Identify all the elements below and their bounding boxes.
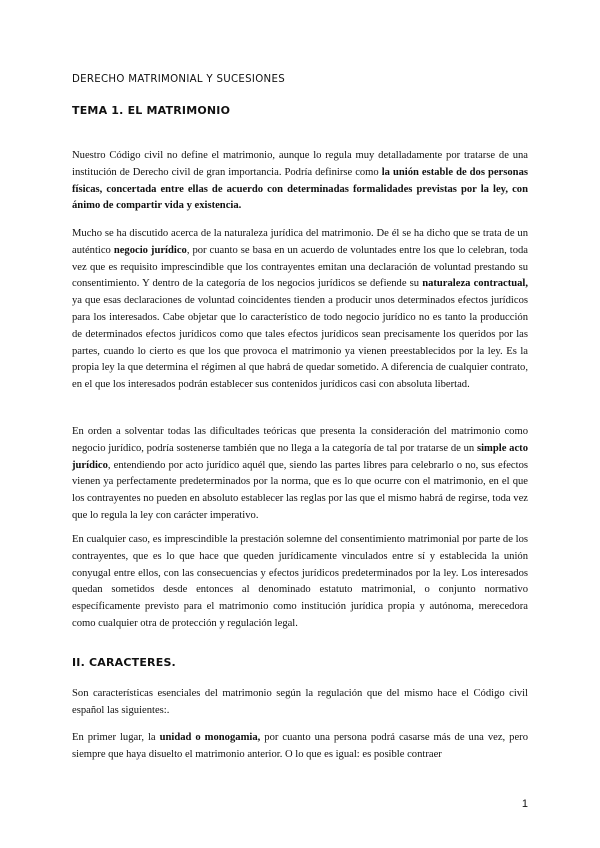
paragraph-caracteristicas [72,686,528,720]
text-run: Nuestro Código civil no define el matrimonio, aunque lo regula muy detalladamente por tratarse de una institución de Derecho civil de gran importancia. Podría definirse como [72,150,528,178]
bold-text-run: simple acto jurídico [72,442,529,471]
text-run: ya que esas declaraciones de voluntad coincidentes tienden a producir unos determinados efectos jurídicos para los interesados. Cabe objetar que lo característico de todo negocio jurídico no es tanto la producción de determinados efectos jurídicos como que tales efectos jurídicos sean precisamente los queridos por las partes, cuando lo cierto es que los que provoca el matrimonio ya vienen preestablecidos por la ley. Es la propia ley la que determina el régimen al que habrá de quedar sometido. A diferencia de cualquier contrato, en el que los interesados podrán establecer sus contenidos jurídicos casi con absoluta libertad. [72,295,528,391]
page-number: 1 [521,798,528,810]
bold-text-run: la unión estable de dos personas físicas, concertada entre ellas de acuerdo con determinadas formalidades previstas por la ley, con ánimo de compartir vida y existencia. [72,166,528,212]
bold-text-run: negocio jurídico [113,244,187,256]
tema-title: TEMA 1. EL MATRIMONIO [72,104,231,117]
text-run: En cualquier caso, es imprescindible la prestación solemne del consentimiento matrimonial por parte de los contrayentes, que es lo que hace que queden jurídicamente vinculados entre sí y establecida la unión conyugal entre ellos, con las consecuencias y efectos jurídicos predeterminados por la ley. Los interesados quedan sometidos desde entonces al denominado estatuto matrimonial, o conjunto normativo específicamente previsto para el matrimonio como institución jurídica propia y autónoma, merecedora como cualquier otra de protección y regulación legal. [72,534,528,629]
text-run: por cuanto una persona podrá casarse más de una vez, pero siempre que haya disuelto el matrimonio anterior. O lo que es igual: es posible contraer [72,732,528,760]
text-run: En orden a solventar todas las dificultades teóricas que presenta la consideración del matrimonio como negocio jurídico, podría sostenerse también que no llega a la categoría de tal por tratarse de un [72,426,528,454]
text-run: , por cuanto se basa en un acuerdo de voluntades entre los que lo celebran, toda vez que es requisito imprescindible que los contrayentes emitan una declaración de voluntad prestando su consentimiento. Y dentro de la categoría de los negocios jurídicos se defiende su [72,244,528,290]
text-run: Mucho se ha discutido acerca de la naturaleza jurídica del matrimonio. De él se ha dicho que se trata de un auténtico [72,228,528,256]
paragraph-consentimiento [72,532,528,633]
text-run: En primer lugar, la [72,732,160,743]
bold-text-run: unidad o monogamia, [159,732,261,743]
paragraph-acto-juridico [72,424,528,525]
paragraph-naturaleza-juridica [72,226,528,394]
text-run: , entendiendo por acto jurídico aquél que, siendo las partes libres para celebrarlo o no, sus efectos vienen ya perfectamente predeterminados por la norma, que es lo que ocurre con el matrimonio, en el que los contrayentes no pueden en absoluto establecer las reglas por las que el mismo habrá de regirse, toda vez que lo regula la ley con carácter imperativo. [72,459,528,521]
bold-text-run: naturaleza contractual, [422,278,529,290]
section-title-caracteres: II. CARACTERES. [72,656,176,669]
paragraph-definition [72,148,528,215]
document-page [72,0,528,848]
document-header: DERECHO MATRIMONIAL Y SUCESIONES [72,74,285,85]
paragraph-unidad-monogamia [72,730,528,764]
text-run: Son características esenciales del matrimonio según la regulación que del mismo hace el Código civil español las siguientes:. [72,688,528,716]
